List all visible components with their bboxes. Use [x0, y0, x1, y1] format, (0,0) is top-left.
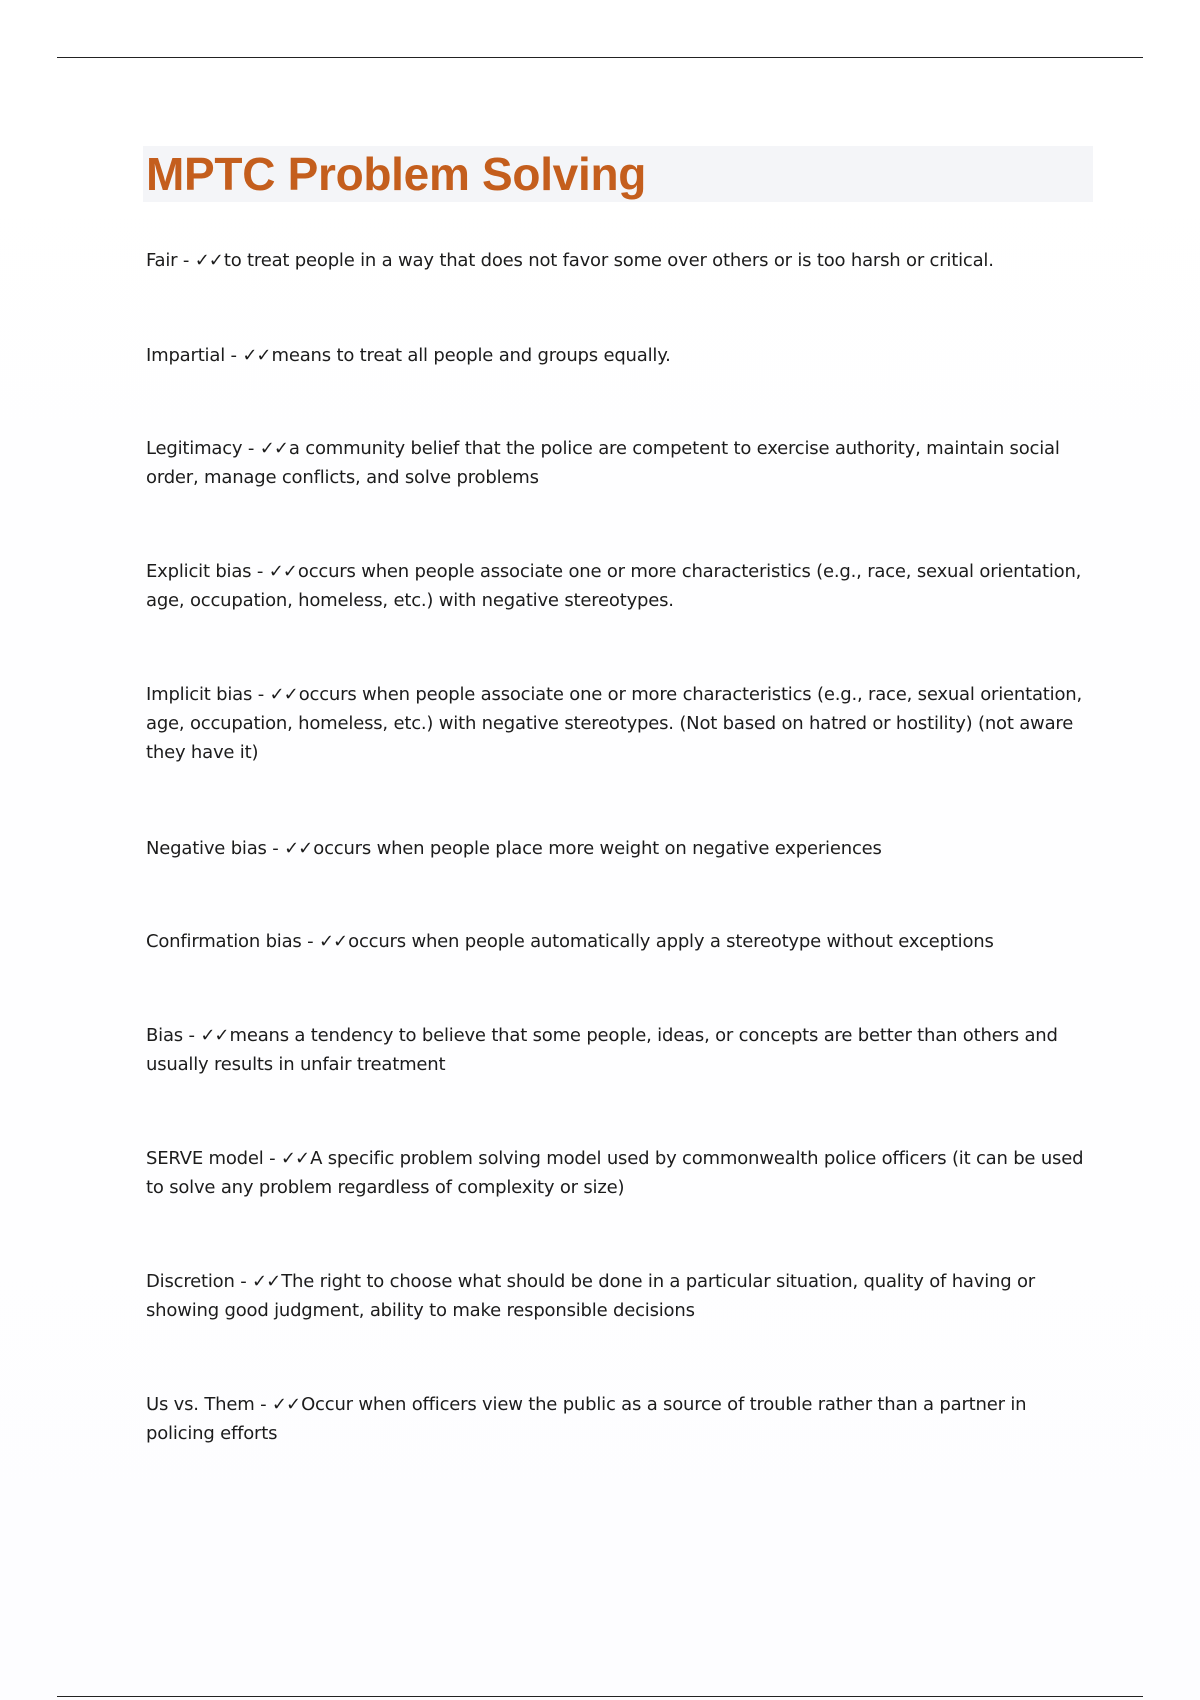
- definition-entry: [146, 834, 1086, 863]
- entry-definition: The right to choose what should be done in a particular situation, quality of having or showing good judgment, ability to make responsible decisions: [146, 1271, 1035, 1321]
- entry-definition: occurs when people associate one or more characteristics (e.g., race, sexual orientation, age, occupation, homeless, etc.) with negative stereotypes.: [146, 561, 1082, 611]
- definition-entry: [146, 1390, 1086, 1448]
- definition-entry: [146, 557, 1086, 615]
- entry-term: SERVE model: [146, 1148, 264, 1169]
- footer-rule: [57, 1696, 1143, 1697]
- entry-definition: occurs when people associate one or more characteristics (e.g., race, sexual orientation, age, occupation, homeless, etc.) with negative stereotypes. (Not based on hatred or hostility) (not aware they have it): [146, 684, 1082, 763]
- check-marks-icon: ✓✓: [271, 1394, 301, 1415]
- entry-term: Negative bias: [146, 838, 267, 859]
- entry-term: Discretion: [146, 1271, 235, 1292]
- entry-definition: occurs when people place more weight on negative experiences: [313, 838, 882, 859]
- entry-separator: -: [263, 1148, 281, 1169]
- entry-separator: -: [234, 1271, 253, 1292]
- definition-entry: [146, 680, 1086, 767]
- entry-separator: -: [252, 684, 270, 705]
- entry-definition: means a tendency to believe that some people, ideas, or concepts are better than others and usually results in unfair treatment: [146, 1025, 1058, 1075]
- check-marks-icon: ✓✓: [259, 438, 288, 459]
- entry-separator: -: [177, 250, 195, 271]
- definition-entry: [146, 434, 1086, 492]
- entry-definition: A specific problem solving model used by commonwealth police officers (it can be used to solve any problem regardless of complexity or size): [146, 1148, 1084, 1198]
- entry-definition: to treat people in a way that does not favor some over others or is too harsh or critical.: [223, 250, 994, 271]
- definition-entry: [146, 1021, 1086, 1079]
- check-marks-icon: ✓✓: [268, 561, 297, 582]
- entry-separator: -: [266, 838, 285, 859]
- entry-term: Implicit bias: [146, 684, 253, 705]
- entry-term: Bias: [146, 1025, 183, 1046]
- check-marks-icon: ✓✓: [200, 1025, 229, 1046]
- definition-entry: [146, 246, 1086, 275]
- entry-term: Impartial: [146, 345, 225, 366]
- check-marks-icon: ✓✓: [269, 684, 298, 705]
- page-title: MPTC Problem Solving: [146, 148, 647, 200]
- entry-definition: a community belief that the police are competent to exercise authority, maintain social order, manage conflicts, and solve problems: [146, 438, 1060, 488]
- entry-separator: -: [254, 1394, 272, 1415]
- entry-term: Legitimacy: [146, 438, 243, 459]
- entry-term: Confirmation bias: [146, 931, 302, 952]
- entry-term: Us vs. Them: [146, 1394, 255, 1415]
- entry-term: Explicit bias: [146, 561, 252, 582]
- check-marks-icon: ✓✓: [284, 838, 313, 859]
- header-rule: [57, 57, 1143, 58]
- check-marks-icon: ✓✓: [242, 345, 271, 366]
- entry-separator: -: [251, 561, 269, 582]
- entry-separator: -: [182, 1025, 201, 1046]
- entry-separator: -: [301, 931, 319, 952]
- definition-entry: [146, 341, 1086, 370]
- entry-separator: -: [242, 438, 260, 459]
- entry-definition: Occur when officers view the public as a source of trouble rather than a partner in policing efforts: [146, 1394, 1027, 1444]
- entry-definition: occurs when people automatically apply a stereotype without exceptions: [348, 931, 994, 952]
- check-marks-icon: ✓✓: [194, 250, 223, 271]
- entry-separator: -: [225, 345, 243, 366]
- entry-definition: means to treat all people and groups equally.: [271, 345, 671, 366]
- definition-entry: [146, 1144, 1086, 1202]
- entry-term: Fair: [146, 250, 178, 271]
- definition-entry: [146, 927, 1086, 956]
- check-marks-icon: ✓✓: [318, 931, 348, 952]
- check-marks-icon: ✓✓: [252, 1271, 281, 1292]
- definition-entry: [146, 1267, 1086, 1325]
- check-marks-icon: ✓✓: [280, 1148, 310, 1169]
